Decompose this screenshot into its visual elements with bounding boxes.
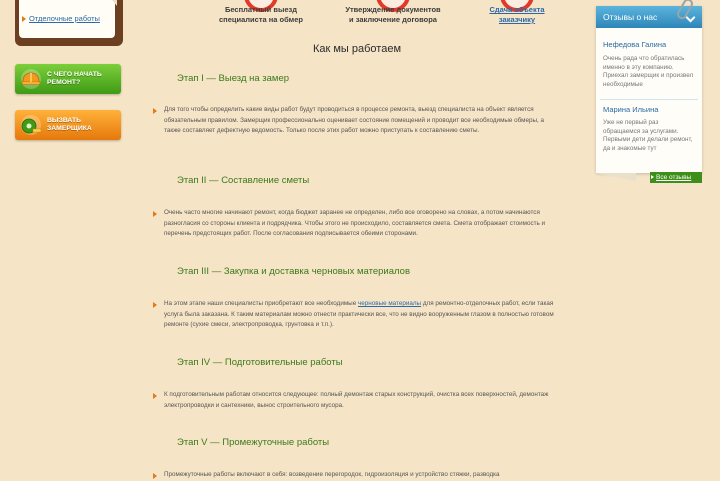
left-menu-link-finishing[interactable]: Отделочные работы [29,14,100,23]
step-handover-caption[interactable] [468,5,566,25]
tape-measure-icon [20,114,42,136]
helmet-icon [20,68,42,90]
call-measurer-label: ВЫЗВАТЬ ЗАМЕРЩИКА [47,117,92,132]
stage-3-text-before: На этом этапе наши специалисты приобретают все необходимые [164,300,358,307]
step-handover-line-2[interactable]: заказчику [498,15,536,24]
page-curl-decoration [109,0,117,6]
step-free-visit-caption [200,5,322,25]
stage-4-text: К подготовительным работам относится следующее: полный демонтаж старых конструкций, очистка всех поверхностей, демонтаж электропроводки и сантехники, вынос строительного мусора. [164,391,549,409]
review-author-2[interactable]: Марина Ильина [603,105,659,114]
stage-5-title: Этап V — Промежуточные работы [177,437,330,448]
all-reviews-link[interactable]: Все отзывы [650,172,702,183]
stage-3-title: Этап III — Закупка и доставка черновых материалов [177,266,410,277]
left-menu-panel [19,0,115,38]
review-divider [600,99,698,100]
review-text-2: Уже не первый раз обращаемся за услугами. Первыми дети делали ремонт, да и знакомые тут [603,119,693,152]
page-curl-decoration [596,173,636,181]
step-contract-line-2: и заключение договора [349,15,437,24]
step-free-visit-line-2: специалиста на обмер [219,15,303,24]
stage-4-bullet-icon [153,393,157,399]
page-title: Как мы работаем [312,43,402,55]
stage-5-bullet-icon [153,473,157,479]
step-free-visit-line-1: Бесплатный выезд [224,5,298,14]
stage-3-text-after: для ремонтно-отделочных работ, если такая услуга была заказана. К таким материалам можно отнести практически все, что не видно вооруженным глазом в полностью готовом ремонте (сухие смеси, электропроводка, грунтовка и т.п.). [164,300,554,329]
call-measurer-button[interactable] [15,110,121,140]
start-repair-button[interactable] [15,64,121,94]
stage-2-text: Очень часто многие начинают ремонт, когда бюджет заранее не определен, либо все оговорено на словах, а потом начинаются разногласия со стороны клиента и подрядчика. Чтобы этого не происходило, составляется смета. Смета отображает стоимость и перечень предстоящих работ. После согласования подписывается обеими сторонами. [164,209,546,238]
stage-3-bullet-icon [153,302,157,308]
reviews-title: Отзывы о нас [603,12,658,22]
left-menu-box [15,0,123,46]
stage-2-title: Этап II — Составление сметы [177,175,310,186]
rough-materials-link[interactable]: черновые материалы [357,300,422,307]
stage-3-text [164,299,556,331]
step-handover-line-1[interactable]: Сдача объекта [489,5,545,14]
step-contract-line-1: Утверждение документов [345,5,441,14]
reviews-widget [596,6,702,173]
review-author-1[interactable]: Нефедова Галина [603,40,667,49]
stage-2-bullet-icon [153,211,157,217]
stage-1-bullet-icon [153,108,157,114]
stage-1-text: Для того чтобы определить какие виды работ будут проводиться в процессе ремонта, выезд специалиста на объект является обязательным правилом. Замерщик профессионально оценивает состояние помещений и проводит все необходимые обмеры, а также составляет дефектную ведомость. Только после этих работ можно приступать к составлению сметы. [164,106,545,135]
stage-5-text: Промежуточные работы включают в себя: возведение перегородок, гидроизоляция и устройство стяжки, разводка [164,471,500,478]
step-contract-caption [330,5,456,25]
start-repair-label: С ЧЕГО НАЧАТЬ РЕМОНТ? [47,71,102,86]
review-text-1: Очень рада что обратилась именно в эту компанию. Приехал замерщик и произвел необходимые [603,55,694,88]
stage-4-title: Этап IV — Подготовительные работы [177,357,343,368]
stage-1-title: Этап I — Выезд на замер [177,73,290,84]
